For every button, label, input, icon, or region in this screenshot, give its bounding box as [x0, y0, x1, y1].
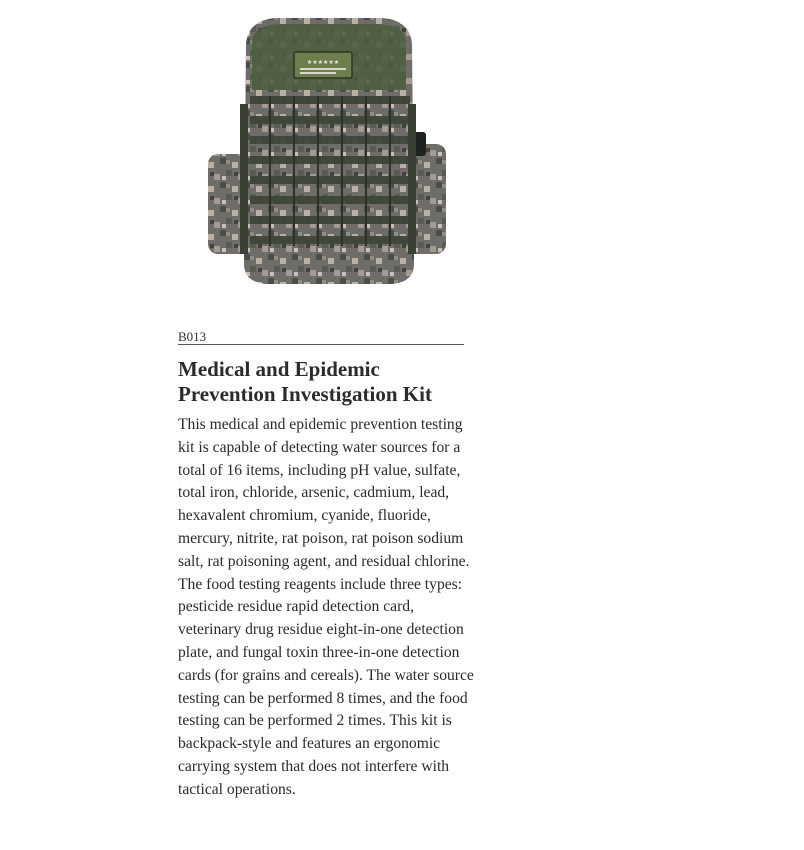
- product-title: Medical and Epidemic Prevention Investigation Kit: [178, 357, 432, 406]
- product-code: B013: [178, 329, 207, 344]
- product-code-row: [178, 328, 464, 345]
- product-description: This medical and epidemic prevention testing kit is capable of detecting water sources for a total of 16 items, including pH value, sulfate, total iron, chloride, arsenic, cadmium, lead, hexavalent chromium, cyanide, fluoride, mercury, nitrite, rat poison, rat poison sodium salt, rat poisoning agent, and residual chlorine. The food testing reagents include three types: pesticide residue rapid detection card, veterinary drug residue eight-in-one detection plate, and fungal toxin three-in-one detection cards (for grains and cereals). The water source testing can be performed 8 times, and the food testing can be performed 2 times. This kit is backpack-style and features an ergonomic carrying system that does not interfere with tactical operations.: [178, 416, 474, 798]
- backpack-image: [196, 14, 460, 290]
- patch-label: ★★★★★★: [306, 59, 340, 66]
